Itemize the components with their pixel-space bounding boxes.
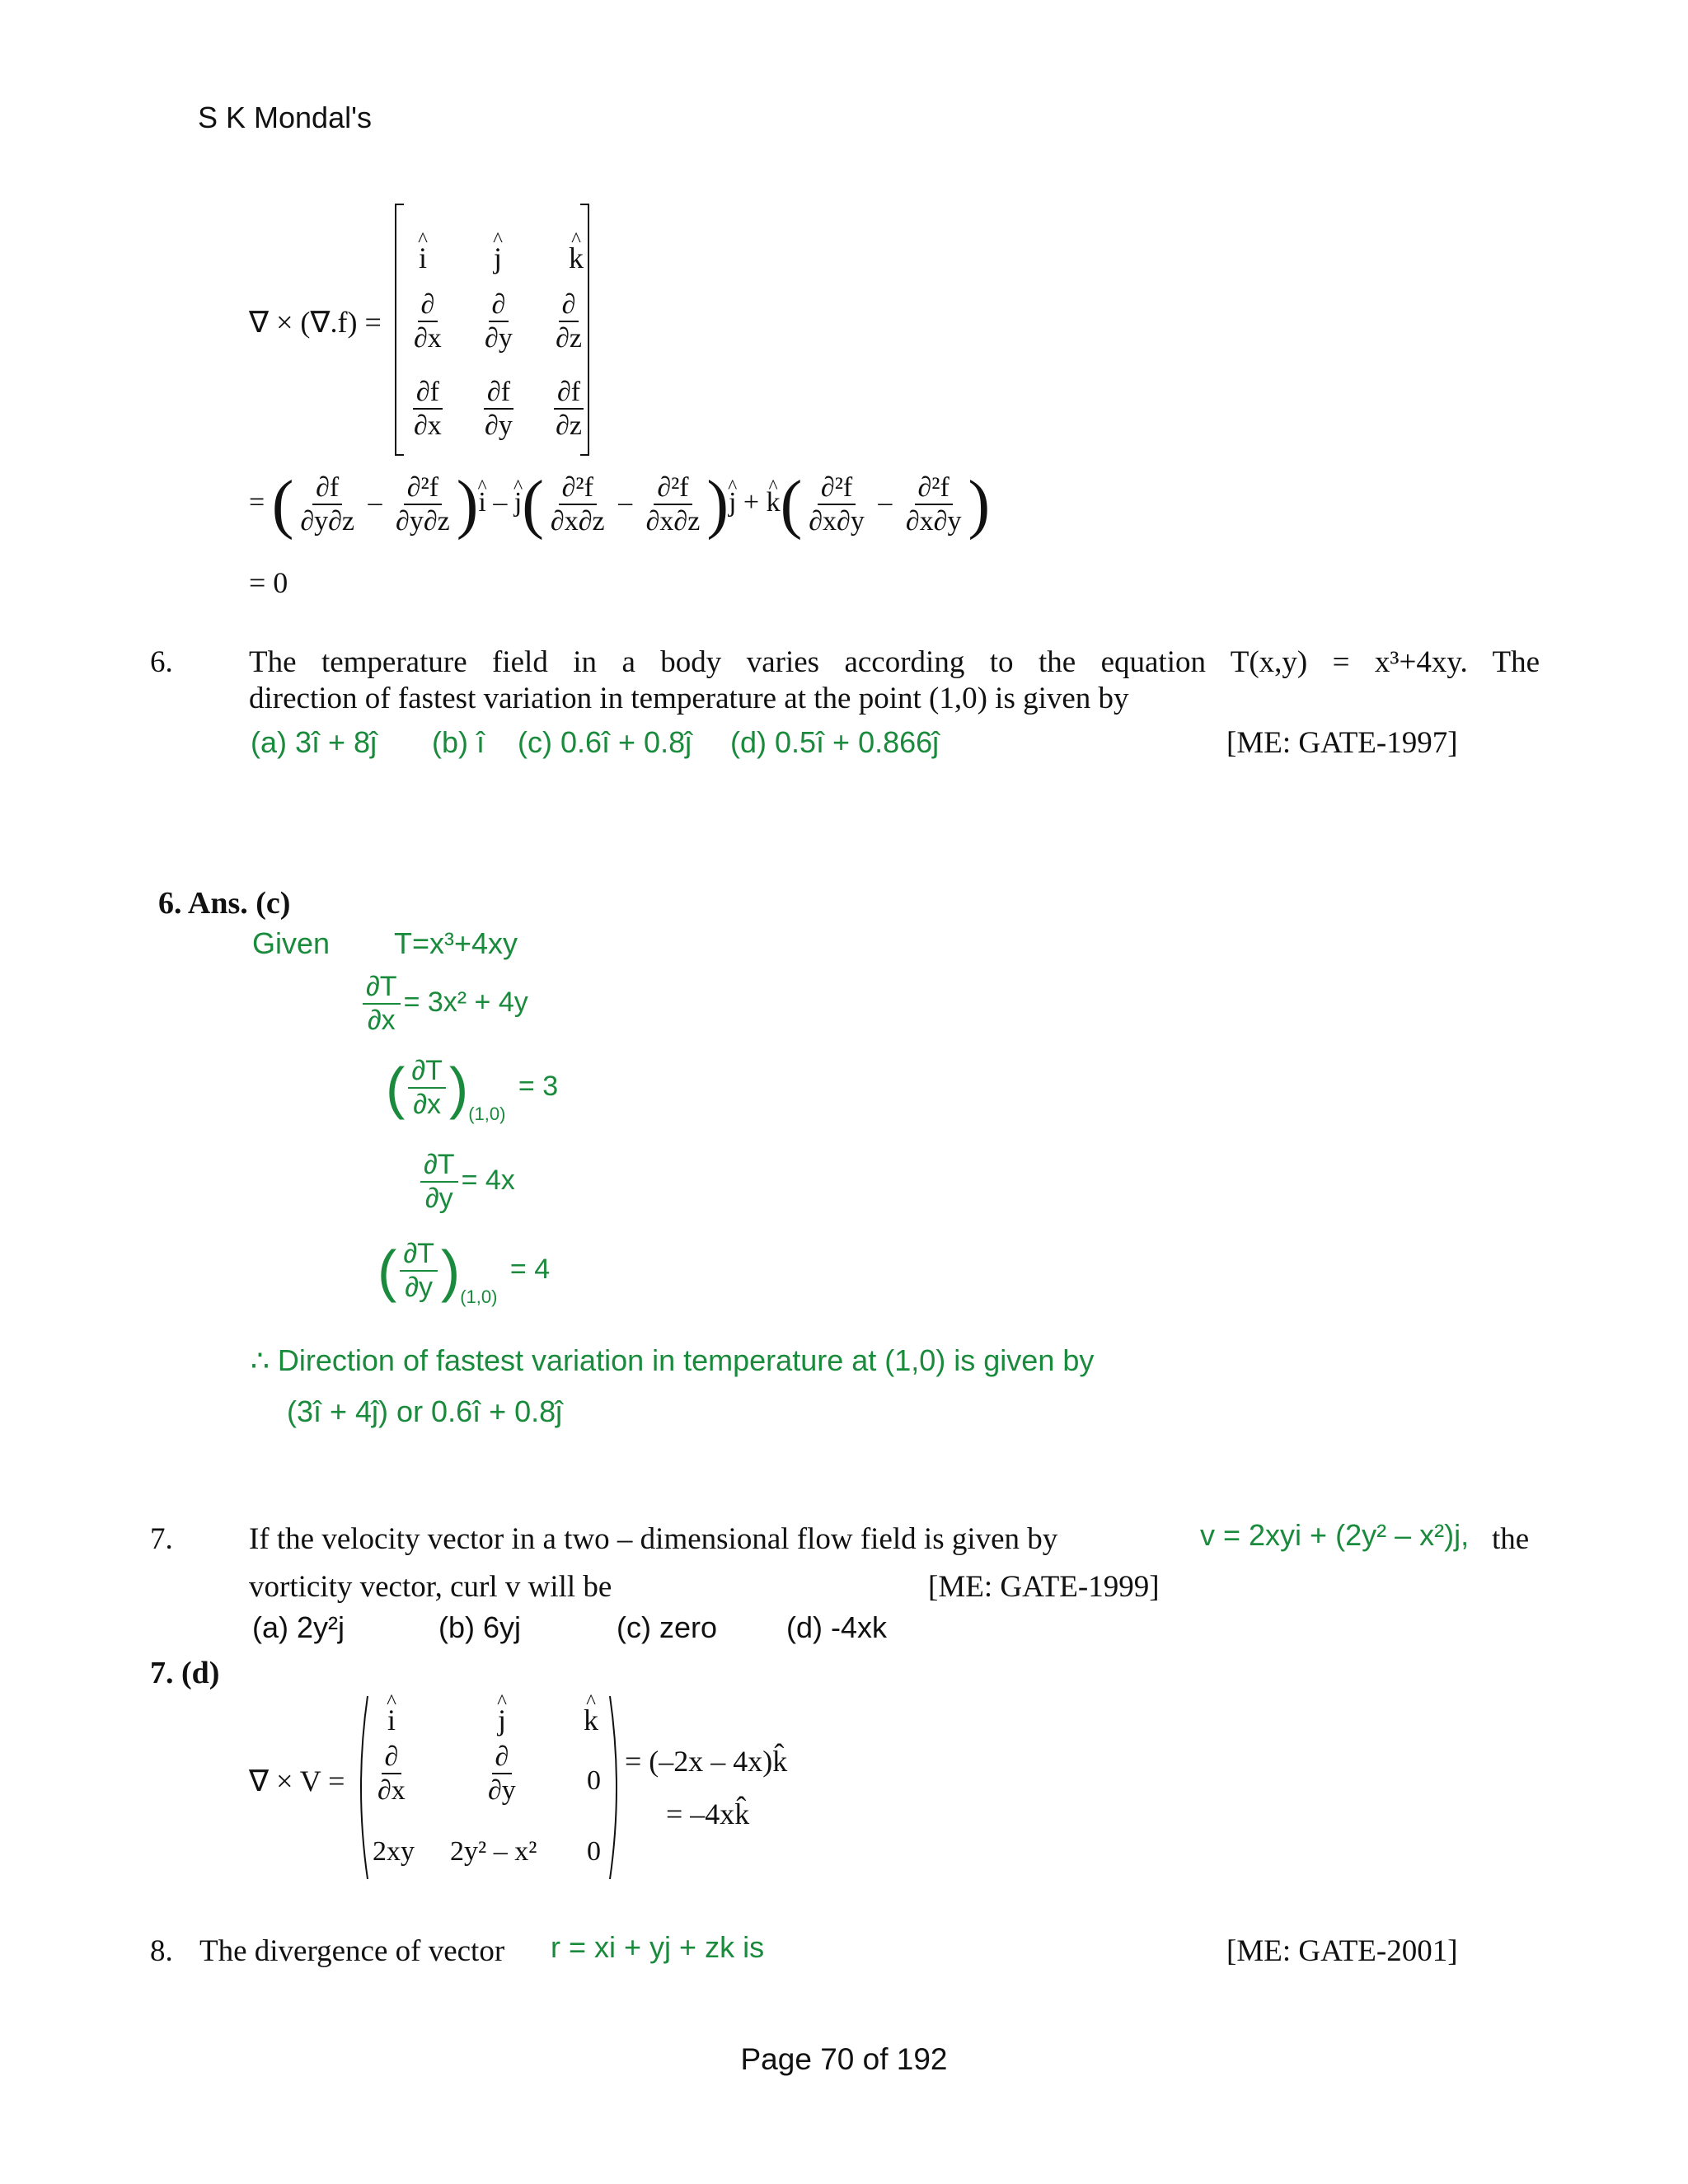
q7-line2: vorticity vector, curl v will be	[249, 1570, 612, 1604]
q6-line2: direction of fastest variation in temperature at the point (1,0) is given by	[249, 682, 1129, 715]
q7-number: 7.	[150, 1522, 173, 1556]
a7-matrix-row-2-z: 0	[587, 1765, 601, 1796]
matrix-row-1: i ^ j ^ k ^	[419, 241, 584, 275]
a6-dTdy-value: = 4x	[461, 1165, 515, 1197]
matrix-row-3: $\frac{\partial f}{\partial x}$ $\frac{\partial f}{\partial y}$ $\frac{\partial f}{\partial z}$	[407, 376, 588, 442]
curl-grad-expansion: = ( $\frac{\partial f}{\partial y\partial z}$ – $\frac{\text{∂²f}}{\partial y\partial z}$ )i ^ – j ^( $\frac{\text{∂²f}}{\partial x\partial z}$ – $\frac{\text{∂²f}}{\partial x\partial z}$ )j ^ + k ^( $\frac{\text{∂²f}}{\partial x\partial y}$ – $\frac{\text{∂²f}}{\partial x\partial y}$ )	[249, 471, 990, 537]
a7-matrix-row-3-a: 2xy	[373, 1836, 415, 1867]
a7-matrix-row-3-b: 2y² – x²	[450, 1836, 537, 1867]
a7-matrix-row-3-c: 0	[587, 1836, 601, 1867]
a7-lhs: ∇ × V =	[249, 1765, 345, 1797]
q7-option-b: (b) 6yj	[438, 1610, 522, 1644]
q8-source: [ME: GATE-2001]	[1226, 1934, 1458, 1968]
a6-dTdx-point: (1,0)	[468, 1104, 506, 1125]
q7-line1-a: If the velocity vector in a two – dimensional flow field is given by	[249, 1522, 1058, 1556]
a6-given-eq: T=x³+4xy	[394, 926, 518, 960]
a7-matrix-row-2-y: $\frac{\partial}{\partial y}$	[488, 1741, 516, 1807]
a6-dTdx-at-value: = 3	[518, 1071, 559, 1103]
q6-option-d: (d) 0.5î + 0.866ĵ	[730, 725, 940, 759]
q7-option-a: (a) 2y²j	[252, 1610, 345, 1644]
a6-dTdy-at: ( $\frac{\partial T}{\partial y}$ )$_{(1,0)} = 4$	[377, 1238, 551, 1308]
q7-line1-eq: v = 2xyi + (2y² – x²)j,	[1200, 1518, 1470, 1552]
a6-dTdy: $\frac{\partial T}{\partial y}$ = 4x	[417, 1149, 515, 1215]
page-header: S K Mondal's	[198, 101, 372, 134]
a6-given-label: Given	[252, 926, 331, 960]
q7-option-c: (c) zero	[617, 1610, 718, 1644]
a6-dTdx-value: = 3x² + 4y	[403, 987, 528, 1019]
q7-source: [ME: GATE-1999]	[928, 1570, 1160, 1604]
a7-matrix-row-1: i ^	[387, 1703, 396, 1737]
q6-option-c: (c) 0.6î + 0.8ĵ	[518, 725, 692, 759]
a6-dTdy-at-value: = 4	[509, 1254, 551, 1286]
a7-matrix-row-1-j: j ^	[498, 1703, 506, 1737]
a7-result-2: = –4xk̂	[666, 1797, 750, 1830]
curl-grad-result: = 0	[249, 566, 288, 599]
a6-answer: (3î + 4ĵ) or 0.6î + 0.8ĵ	[287, 1394, 563, 1428]
a6-dTdy-point: (1,0)	[460, 1286, 498, 1308]
a6-heading: 6. Ans. (c)	[158, 886, 291, 921]
q6-source: [ME: GATE-1997]	[1226, 726, 1458, 760]
q6-option-b: (b) î	[432, 725, 485, 759]
a7-result-1: = (–2x – 4x)k̂	[625, 1745, 788, 1778]
a7-matrix-row-1-k: k ^	[584, 1703, 598, 1737]
q6-line1: The temperature field in a body varies according to the equation T(x,y) = x³+4xy. The	[249, 645, 1540, 679]
a6-dTdx-at: ( $\frac{\partial T}{\partial x}$ )$_{(1,0)} = 3$	[386, 1055, 559, 1125]
q6-number: 6.	[150, 645, 173, 679]
a7-matrix-row-2-x: $\frac{\partial}{\partial x}$	[377, 1741, 406, 1807]
q6-option-a: (a) 3î + 8ĵ	[251, 725, 377, 759]
q8-eq: r = xi + yj + zk is	[551, 1930, 765, 1964]
q7-option-d: (d) -4xk	[786, 1610, 888, 1644]
a7-heading: 7. (d)	[150, 1656, 220, 1690]
page-footer: Page 70 of 192	[740, 2042, 948, 2076]
q8-number: 8.	[150, 1934, 173, 1968]
curl-grad-lhs: ∇ × (∇.f) =	[249, 306, 382, 339]
q7-line1-b: the	[1492, 1522, 1530, 1556]
q8-text: The divergence of vector	[199, 1934, 505, 1968]
a6-dTdx: $\frac{\partial T}{\partial x}$ = 3x² + 4y	[359, 971, 528, 1037]
a6-conclusion: ∴ Direction of fastest variation in temperature at (1,0) is given by	[251, 1343, 1095, 1377]
matrix-row-2: $\frac{\partial}{\partial x}$ $\frac{\partial}{\partial y}$ $\frac{\partial}{\partial z}$	[414, 289, 582, 354]
